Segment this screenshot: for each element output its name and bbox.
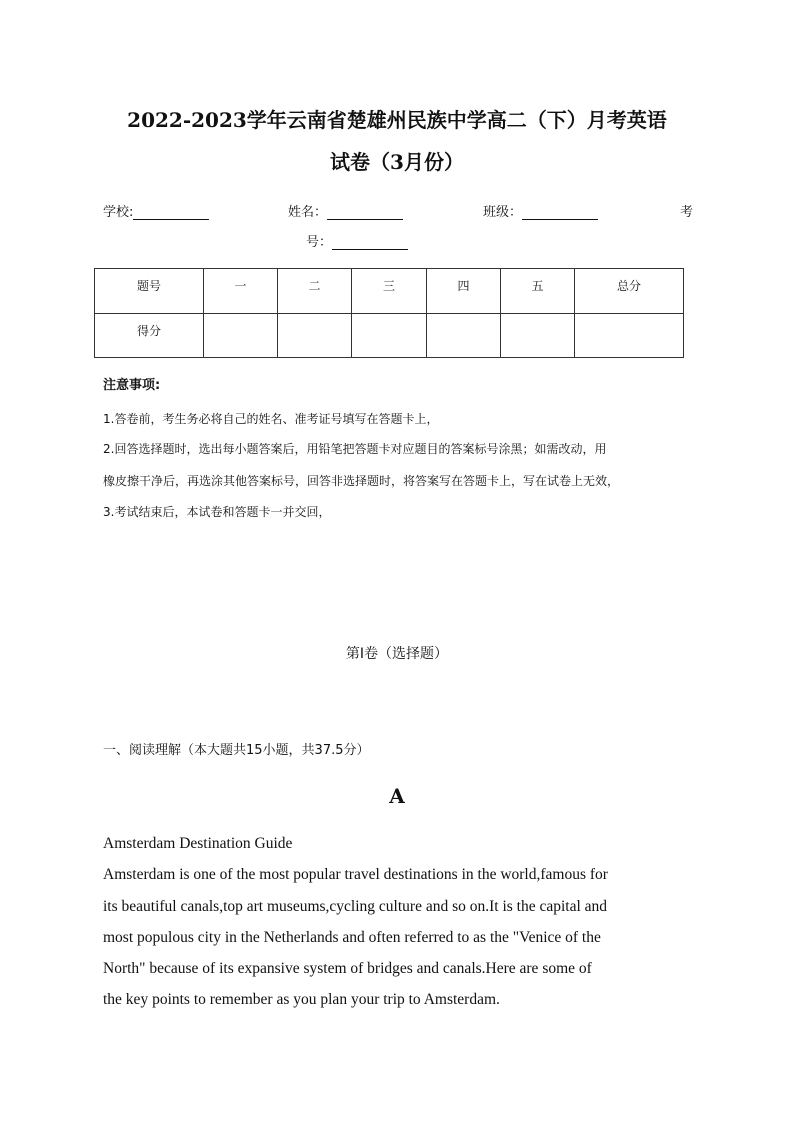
notes-heading: 注意事项:: [103, 378, 161, 393]
score-cell: [352, 313, 427, 358]
header-cell: 五: [501, 269, 575, 314]
score-cell: [278, 313, 352, 358]
passage-line: North" because of its expansive system of bridges and canals.Here are some of: [103, 960, 592, 977]
note-item: 2.回答选择题时，选出每小题答案后，用铅笔把答题卡对应题目的答案标号涂黑；如需改动，用: [103, 442, 607, 456]
score-cell: [501, 313, 575, 358]
score-cell: [427, 313, 501, 358]
passage-heading: Amsterdam Destination Guide: [103, 835, 293, 852]
header-cell: 总分: [575, 269, 684, 314]
passage-line: its beautiful canals,top art museums,cycling culture and so on.It is the capital and: [103, 898, 608, 915]
header-cell: 四: [427, 269, 501, 314]
header-cell: 题号: [95, 269, 204, 314]
score-cell: [575, 313, 684, 358]
score-table-header-row: [95, 269, 684, 314]
score-row-label: 得分: [95, 313, 204, 358]
score-table: [94, 268, 684, 358]
school-label: 学校:: [103, 205, 134, 220]
score-cell: [204, 313, 278, 358]
exam-title-line-1: 2022-2023学年云南省楚雄州民族中学高二（下）月考英语: [127, 108, 667, 132]
class-blank: [522, 205, 598, 220]
passage-line: the key points to remember as you plan your trip to Amsterdam.: [103, 991, 500, 1008]
header-cell: 二: [278, 269, 352, 314]
school-blank: [133, 205, 209, 220]
exam-number-label-part1: 考: [680, 205, 694, 220]
class-label: 班级：: [483, 205, 523, 220]
passage-letter: A: [389, 784, 405, 808]
section-title: 一、阅读理解（本大题共15小题，共37.5分）: [103, 743, 370, 758]
note-item: 橡皮擦干净后，再选涂其他答案标号，回答非选择题时，将答案写在答题卡上，写在试卷上无效，: [103, 474, 620, 488]
part-title: 第Ⅰ卷（选择题）: [345, 646, 449, 662]
header-cell: 三: [352, 269, 427, 314]
header-cell: 一: [204, 269, 278, 314]
exam-number-field: [306, 231, 408, 250]
passage-line: most populous city in the Netherlands and often referred to as the "Venice of the: [103, 929, 601, 946]
class-field: [483, 201, 598, 220]
note-item: 1.答卷前，考生务必将自己的姓名、准考证号填写在答题卡上，: [103, 412, 439, 426]
name-label: 姓名：: [288, 205, 328, 220]
name-field: [288, 201, 403, 220]
passage-line: Amsterdam is one of the most popular travel destinations in the world,famous for: [103, 866, 608, 883]
exam-number-blank: [332, 235, 408, 250]
exam-title-line-2: 试卷（3月份）: [330, 150, 464, 174]
name-blank: [327, 205, 403, 220]
school-field: [103, 201, 209, 220]
score-table-score-row: [95, 313, 684, 358]
note-item: 3.考试结束后，本试卷和答题卡一并交回，: [103, 505, 331, 519]
exam-number-label-part2: 号：: [306, 235, 333, 250]
